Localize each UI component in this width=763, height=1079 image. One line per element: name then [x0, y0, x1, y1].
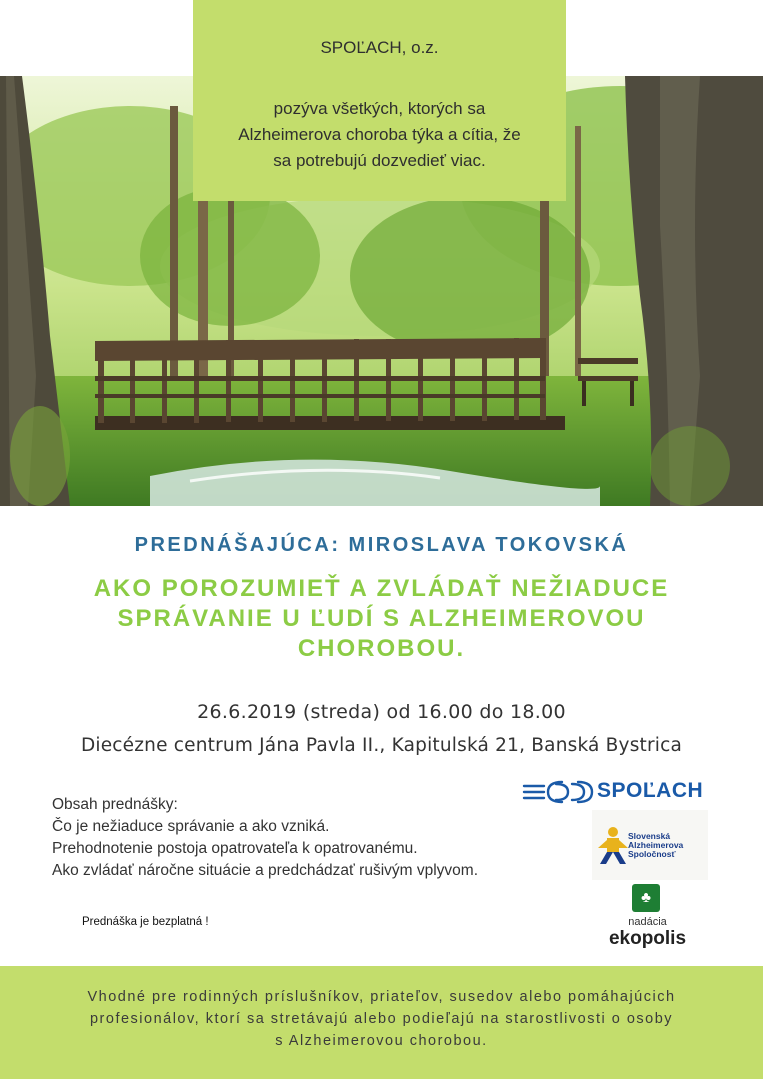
invitation-box [193, 0, 566, 201]
puzzle-figure-icon [596, 826, 630, 866]
invitation-line: Alzheimerova choroba týka a cítia, že [238, 125, 521, 144]
ekopolis-logo [600, 884, 695, 954]
title-line: SPRÁVANIE U ĽUDÍ S ALZHEIMEROVOU [117, 605, 646, 632]
event-place: Diecézne centrum Jána Pavla II., Kapitulská 21, Banská Bystrica [80, 735, 683, 756]
invitation-line: pozýva všetkých, ktorých sa [273, 99, 486, 118]
ekopolis-label-big: ekopolis [608, 928, 687, 949]
footer-line: Vhodné pre rodinných príslušníkov, priateľov, susedov alebo pomáhajúcich [87, 989, 676, 1005]
title-line: AKO POROZUMIEŤ A ZVLÁDAŤ NEŽIADUCE [93, 575, 670, 602]
organization-name: SPOĽACH, o.z. [320, 38, 439, 57]
footer-band [0, 966, 763, 1079]
alzheimer-logo-line: Alzheimerova [628, 840, 684, 850]
content-heading: Obsah prednášky: [52, 796, 178, 813]
content-item: Prehodnotenie postoja opatrovateľa k opatrovanému. [52, 840, 418, 857]
free-note: Prednáška je bezplatná ! [82, 916, 209, 928]
alzheimer-logo-line: Slovenská [628, 831, 671, 841]
title-line: CHOROBOU. [297, 635, 466, 662]
spolach-logo-text: SPOĽACH [597, 779, 704, 802]
alzheimer-society-logo [592, 810, 708, 880]
lecturer-heading: PREDNÁŠAJÚCA: MIROSLAVA TOKOVSKÁ [134, 534, 629, 556]
ekopolis-label-small: nadácia [628, 916, 667, 928]
footer-line: s Alzheimerovou chorobou. [275, 1033, 488, 1049]
footer-text [20, 986, 743, 1052]
event-date: 26.6.2019 (streda) od 16.00 do 18.00 [197, 701, 566, 723]
invitation-line: sa potrebujú dozvedieť viac. [273, 151, 486, 170]
invitation-text [193, 96, 566, 174]
footer-line: profesionálov, ktorí sa stretávajú alebo podieľajú na starostlivosti o osoby [89, 1011, 674, 1027]
content-item: Ako zvládať náročne situácie a predchádzať rušivým vplyvom. [52, 862, 479, 879]
spolach-logo-mark-icon [522, 776, 597, 808]
alzheimer-logo-line: Spoločnosť [628, 849, 676, 859]
spolach-logo [522, 776, 738, 808]
alzheimer-society-name [628, 832, 683, 859]
ekopolis-mark-icon: ♣ [632, 884, 660, 912]
lecture-title [0, 574, 763, 664]
content-item: Čo je nežiaduce správanie a ako vzniká. [52, 818, 330, 835]
lecture-content [52, 794, 478, 882]
